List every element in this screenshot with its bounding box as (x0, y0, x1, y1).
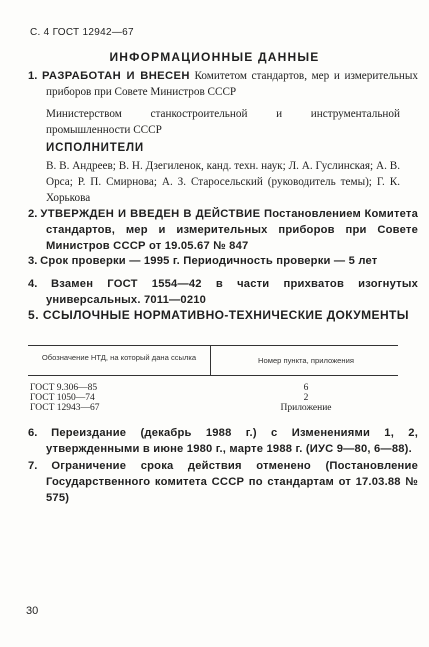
table-cell-document: ГОСТ 1050—74 (30, 393, 95, 403)
table-row (28, 383, 398, 393)
item-7-text: Ограничение срока действия отменено (Постановление Государственного комитета СССР по стандартам от 17.03.88 № 575) (46, 460, 418, 504)
item-3 (28, 253, 418, 269)
item-6-number: 6. (28, 427, 38, 439)
item-1-number: 1. (28, 70, 38, 82)
item-5-number: 5. (28, 308, 40, 322)
table-cell-reference: Приложение (280, 403, 332, 413)
item-5-lead: ССЫЛОЧНЫЕ НОРМАТИВНО-ТЕХНИЧЕСКИЕ ДОКУМЕНТЫ (42, 308, 409, 322)
table-header-rule (28, 375, 398, 376)
item-7-number: 7. (28, 460, 38, 472)
item-4-text: Взамен ГОСТ 1554—42 в части прихватов изогнутых универсальных. 7011—0210 (46, 278, 418, 306)
item-6 (28, 425, 418, 457)
table-row (28, 403, 398, 413)
item-4-number: 4. (28, 278, 38, 290)
table-header-document: Обозначение НТД, на который дана ссылка (41, 353, 197, 362)
item-4 (28, 276, 418, 308)
item-3-number: 3. (28, 255, 38, 267)
item-5 (28, 307, 418, 323)
table-column-divider (210, 345, 211, 375)
item-2-number: 2. (28, 208, 38, 220)
item-3-text: Срок проверки — 1995 г. Периодичность проверки — 5 лет (40, 255, 378, 267)
item-2-lead: УТВЕРЖДЕН И ВВЕДЕН В ДЕЙСТВИЕ (40, 208, 261, 220)
table-cell-document: ГОСТ 12943—67 (30, 403, 100, 413)
item-7 (28, 458, 418, 506)
item-2 (28, 206, 418, 254)
item-1-lead: РАЗРАБОТАН И ВНЕСЕН (41, 70, 190, 82)
item-1-text: Комитетом стандартов, мер и измерительных приборов при Совете Министров СССР (46, 70, 418, 98)
table-header-reference: Номер пункта, приложения (258, 356, 354, 365)
table-cell-reference: 6 (303, 383, 309, 393)
table-cell-reference: 2 (303, 393, 309, 403)
page-number: 30 (26, 605, 39, 617)
table-cell-document: ГОСТ 9.306—85 (30, 383, 98, 393)
item-2-text: Постановлением Комитета стандартов, мер и измерительных приборов при Совете Министров СССР от 19.05.67 № 847 (46, 208, 418, 252)
section-title: ИНФОРМАЦИОННЫЕ ДАННЫЕ (109, 50, 320, 64)
table-row (28, 393, 398, 403)
executors-list: В. В. Андреев; В. Н. Дзегиленок, канд. техн. наук; Л. А. Гуслинская; А. В. Орса; Р. П. Смирнова; А. З. Старосельский (руководитель темы); Г. К. Хорькова (46, 160, 400, 204)
item-1 (28, 68, 418, 100)
table-top-rule (28, 345, 398, 346)
ministry-text: Министерством станкостроительной и инструментальной промышленности СССР (46, 108, 400, 136)
item-6-text: Переиздание (декабрь 1988 г.) с Изменениями 1, 2, утвержденными в июне 1980 г., марте 1988 г. (ИУС 9—80, 6—88). (46, 427, 418, 455)
executors-heading: ИСПОЛНИТЕЛИ (46, 142, 144, 154)
page-header: С. 4 ГОСТ 12942—67 (30, 27, 134, 38)
